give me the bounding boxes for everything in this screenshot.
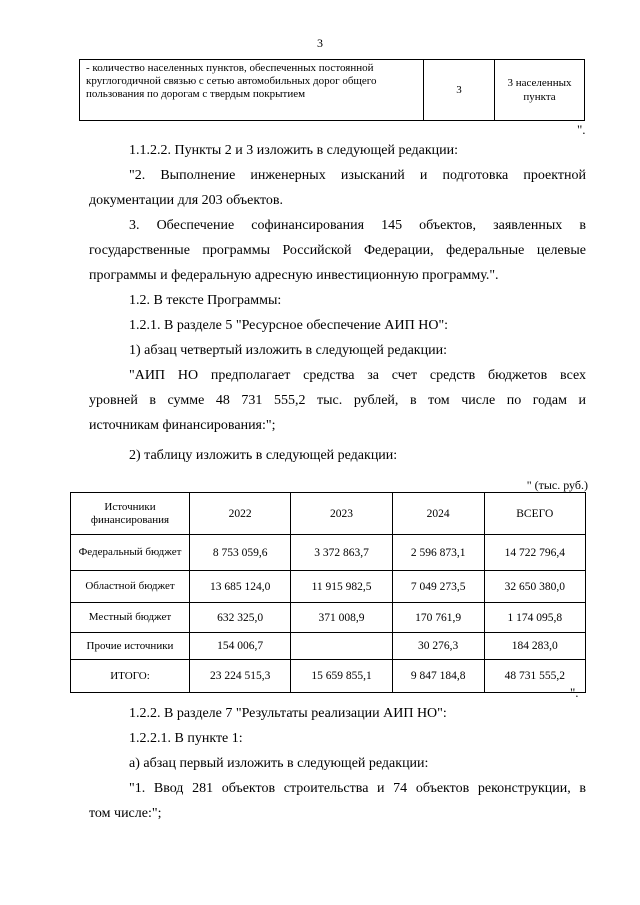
paragraph: а) абзац первый изложить в следующей редакции: xyxy=(129,756,429,771)
page-number: 3 xyxy=(317,36,323,50)
paragraph-line: "1. Ввод 281 объектов строительства и 74 объектов реконструкции, в xyxy=(129,781,586,796)
paragraph: 1.2.1. В разделе 5 "Ресурсное обеспечение АИП НО": xyxy=(129,318,449,333)
row-label: Местный бюджет xyxy=(71,603,190,633)
paragraph: 2) таблицу изложить в следующей редакции: xyxy=(129,448,398,463)
table-row xyxy=(71,633,586,660)
table-row xyxy=(71,603,586,633)
indicator-description: - количество населенных пунктов, обеспеченных постоянной круглогодичной связью с сетью автомобильных дорог общего пользования по дорогам с твердым покрытием xyxy=(80,60,424,121)
table-total-row xyxy=(71,660,586,693)
row-label: Прочие источники xyxy=(71,633,190,660)
paragraph: 1.2.2. В разделе 7 "Результаты реализации АИП НО": xyxy=(129,706,447,721)
paragraph-line: программы и федеральную адресную инвестиционную программу.". xyxy=(89,268,499,283)
paragraph-line: 3. Обеспечение софинансирования 145 объектов, заявленных в xyxy=(129,218,586,233)
closing-quote: ". xyxy=(570,685,579,700)
indicator-table xyxy=(79,59,585,121)
table-row xyxy=(71,535,586,571)
table-cell: 632 325,0 xyxy=(190,603,291,633)
column-header: 2024 xyxy=(392,493,484,535)
table-row xyxy=(80,60,585,121)
column-header: 2022 xyxy=(190,493,291,535)
paragraph-line: источникам финансирования:"; xyxy=(89,418,276,433)
table-cell: 48 731 555,2 xyxy=(484,660,585,693)
table-cell: 32 650 380,0 xyxy=(484,571,585,603)
table-cell: 170 761,9 xyxy=(392,603,484,633)
paragraph-line: "2. Выполнение инженерных изысканий и подготовка проектной xyxy=(129,168,586,183)
paragraph-line: документации для 203 объектов. xyxy=(89,193,284,208)
table-cell: 30 276,3 xyxy=(392,633,484,660)
column-header: Источники финансирования xyxy=(71,493,190,535)
row-label: ИТОГО: xyxy=(71,660,190,693)
paragraph: 1.2. В тексте Программы: xyxy=(129,293,282,308)
table-cell: 15 659 855,1 xyxy=(291,660,392,693)
table-cell: 184 283,0 xyxy=(484,633,585,660)
paragraph-line: уровней в сумме 48 731 555,2 тыс. рублей, в том числе по годам и xyxy=(89,393,586,408)
paragraph: 1) абзац четвертый изложить в следующей редакции: xyxy=(129,343,447,358)
unit-label: " (тыс. руб.) xyxy=(526,478,588,492)
closing-quote: ". xyxy=(577,122,586,137)
table-cell: 8 753 059,6 xyxy=(190,535,291,571)
paragraph-line: том числе:"; xyxy=(89,806,162,821)
paragraph-line: "АИП НО предполагает средства за счет средств бюджетов всех xyxy=(129,368,586,383)
indicator-value-text: 3 населенных пункта xyxy=(495,60,585,121)
table-cell: 23 224 515,3 xyxy=(190,660,291,693)
column-header: ВСЕГО xyxy=(484,493,585,535)
column-header: 2023 xyxy=(291,493,392,535)
table-cell: 371 008,9 xyxy=(291,603,392,633)
table-cell: 11 915 982,5 xyxy=(291,571,392,603)
row-label: Федеральный бюджет xyxy=(71,535,190,571)
paragraph-line: государственные программы Российской Федерации, федеральные целевые xyxy=(89,243,586,258)
paragraph: 1.2.2.1. В пункте 1: xyxy=(129,731,243,746)
table-header-row xyxy=(71,493,586,535)
table-cell: 9 847 184,8 xyxy=(392,660,484,693)
table-cell: 7 049 273,5 xyxy=(392,571,484,603)
indicator-value: 3 xyxy=(424,60,495,121)
table-cell: 2 596 873,1 xyxy=(392,535,484,571)
table-row xyxy=(71,571,586,603)
finance-table xyxy=(70,492,586,693)
table-cell: 3 372 863,7 xyxy=(291,535,392,571)
row-label: Областной бюджет xyxy=(71,571,190,603)
table-cell: 154 006,7 xyxy=(190,633,291,660)
table-cell: 1 174 095,8 xyxy=(484,603,585,633)
table-cell xyxy=(291,633,392,660)
paragraph: 1.1.2.2. Пункты 2 и 3 изложить в следующей редакции: xyxy=(129,143,459,158)
table-cell: 13 685 124,0 xyxy=(190,571,291,603)
table-cell: 14 722 796,4 xyxy=(484,535,585,571)
